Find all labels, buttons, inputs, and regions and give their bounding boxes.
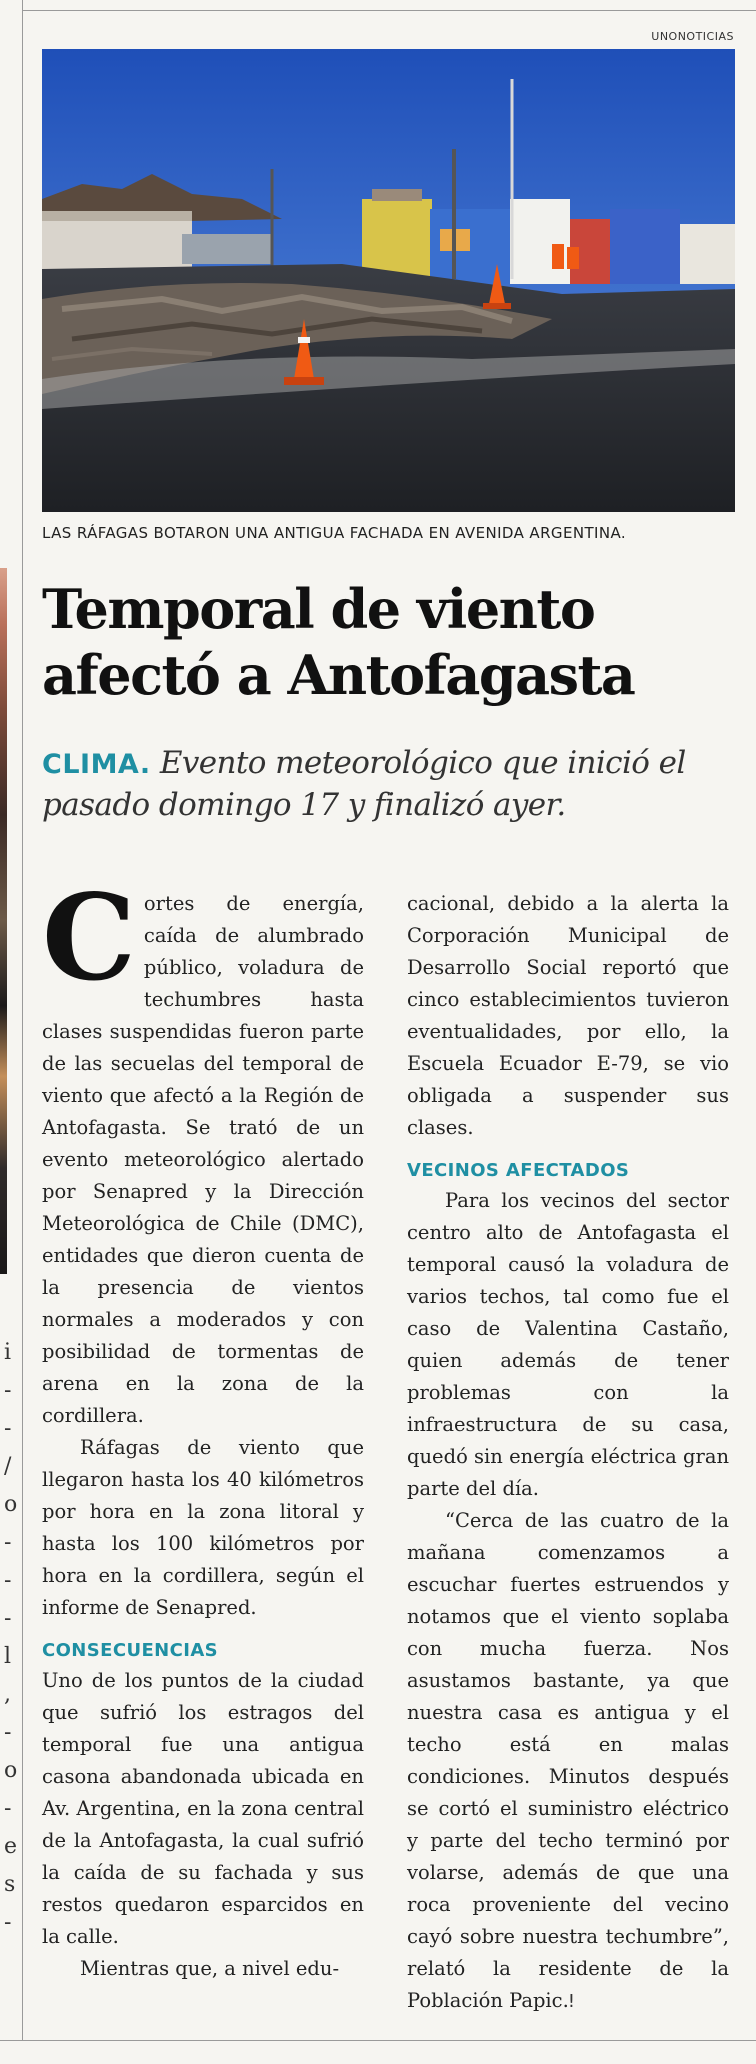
paragraph-3: Uno de los puntos de la ciudad que sufrió los estragos del temporal fue una antigua casona abandonada ubicada en Av. Argentina, en la zona central de la Antofagasta, la cual sufrió la caída de su fachada y sus restos quedaron esparcidos en la calle. bbox=[42, 1669, 364, 1948]
section-tag: UNONOTICIAS bbox=[651, 30, 734, 43]
paragraph-4: Mientras que, a nivel edu- bbox=[80, 1957, 340, 1980]
adjacent-text-fragments: i - - / o - - - l , - o - e s - bbox=[4, 1340, 18, 1935]
paragraph-5: cacional, debido a la alerta la Corporación Municipal de Desarrollo Social reportó que cinco establecimientos tuvieron eventualidades, por ello, la Escuela Ecuador E-79, se vio obligada a suspender sus clases. bbox=[407, 892, 729, 1139]
bottom-rule bbox=[0, 2040, 756, 2041]
adjacent-page-edge bbox=[0, 0, 22, 2064]
subhead-vecinos-afectados: VECINOS AFECTADOS bbox=[407, 1160, 630, 1181]
paragraph-7 bbox=[407, 1505, 729, 2017]
paragraph-1 bbox=[42, 868, 364, 1432]
article-column-right bbox=[407, 888, 729, 2017]
dropcap: C bbox=[42, 868, 136, 1007]
column-divider bbox=[22, 0, 23, 2040]
street-photo-illustration bbox=[42, 49, 735, 512]
paragraph-6: Para los vecinos del sector centro alto de Antofagasta el temporal causó la voladura de varios techos, tal como fue el caso de Valentina Castaño, quien además de tener problemas con la infraestructura de su casa, quedó sin energía eléctrica gran parte del día. bbox=[407, 1189, 729, 1500]
paragraph-2: Ráfagas de viento que llegaron hasta los 40 kilómetros por hora en la zona litoral y hasta los 100 kilómetros por hora en la cordillera, según el informe de Senapred. bbox=[42, 1436, 364, 1619]
article-column-left bbox=[42, 868, 364, 1985]
adjacent-photo-strip bbox=[0, 568, 7, 1274]
kicker bbox=[42, 742, 742, 826]
paragraph-7-text: “Cerca de las cuatro de la mañana comenzamos a escuchar fuertes estruendos y notamos que el viento soplaba con mucha fuerza. Nos asustamos bastante, ya que nuestra casa es antigua y el techo está en malas condiciones. Minutos después se cortó el suministro eléctrico y parte del techo terminó por volarse, además de que una roca proveniente del vecino cayó sobre nuestra techumbre”, relató la residente de la Población Papic. bbox=[407, 1509, 729, 2012]
photo-caption: LAS RÁFAGAS BOTARON UNA ANTIGUA FACHADA EN AVENIDA ARGENTINA. bbox=[42, 524, 627, 542]
kicker-text: Evento meteorológico que inició el pasado domingo 17 y finalizó ayer. bbox=[42, 745, 686, 823]
top-rule bbox=[22, 10, 756, 11]
subhead-consecuencias: CONSECUENCIAS bbox=[42, 1640, 219, 1661]
headline-line-1: Temporal de viento bbox=[42, 577, 595, 641]
headline bbox=[42, 576, 742, 708]
street-photo bbox=[42, 49, 735, 512]
paragraph-1-text: ortes de energía, caída de alumbrado público, voladura de techumbres hasta clases suspendidas fueron parte de las secuelas del temporal de viento que afectó a la Región de Antofagasta. Se trató de un evento meteorológico alertado por Senapred y la Dirección Meteorológica de Chile (DMC), entidades que dieron cuenta de la presencia de vientos normales a moderados y con posibilidad de tormentas de arena en la zona de la cordillera. bbox=[42, 892, 364, 1427]
kicker-label: CLIMA. bbox=[42, 749, 151, 780]
end-of-article-mark: ǃ bbox=[568, 1991, 575, 2012]
headline-line-2: afectó a Antofagasta bbox=[42, 643, 635, 707]
